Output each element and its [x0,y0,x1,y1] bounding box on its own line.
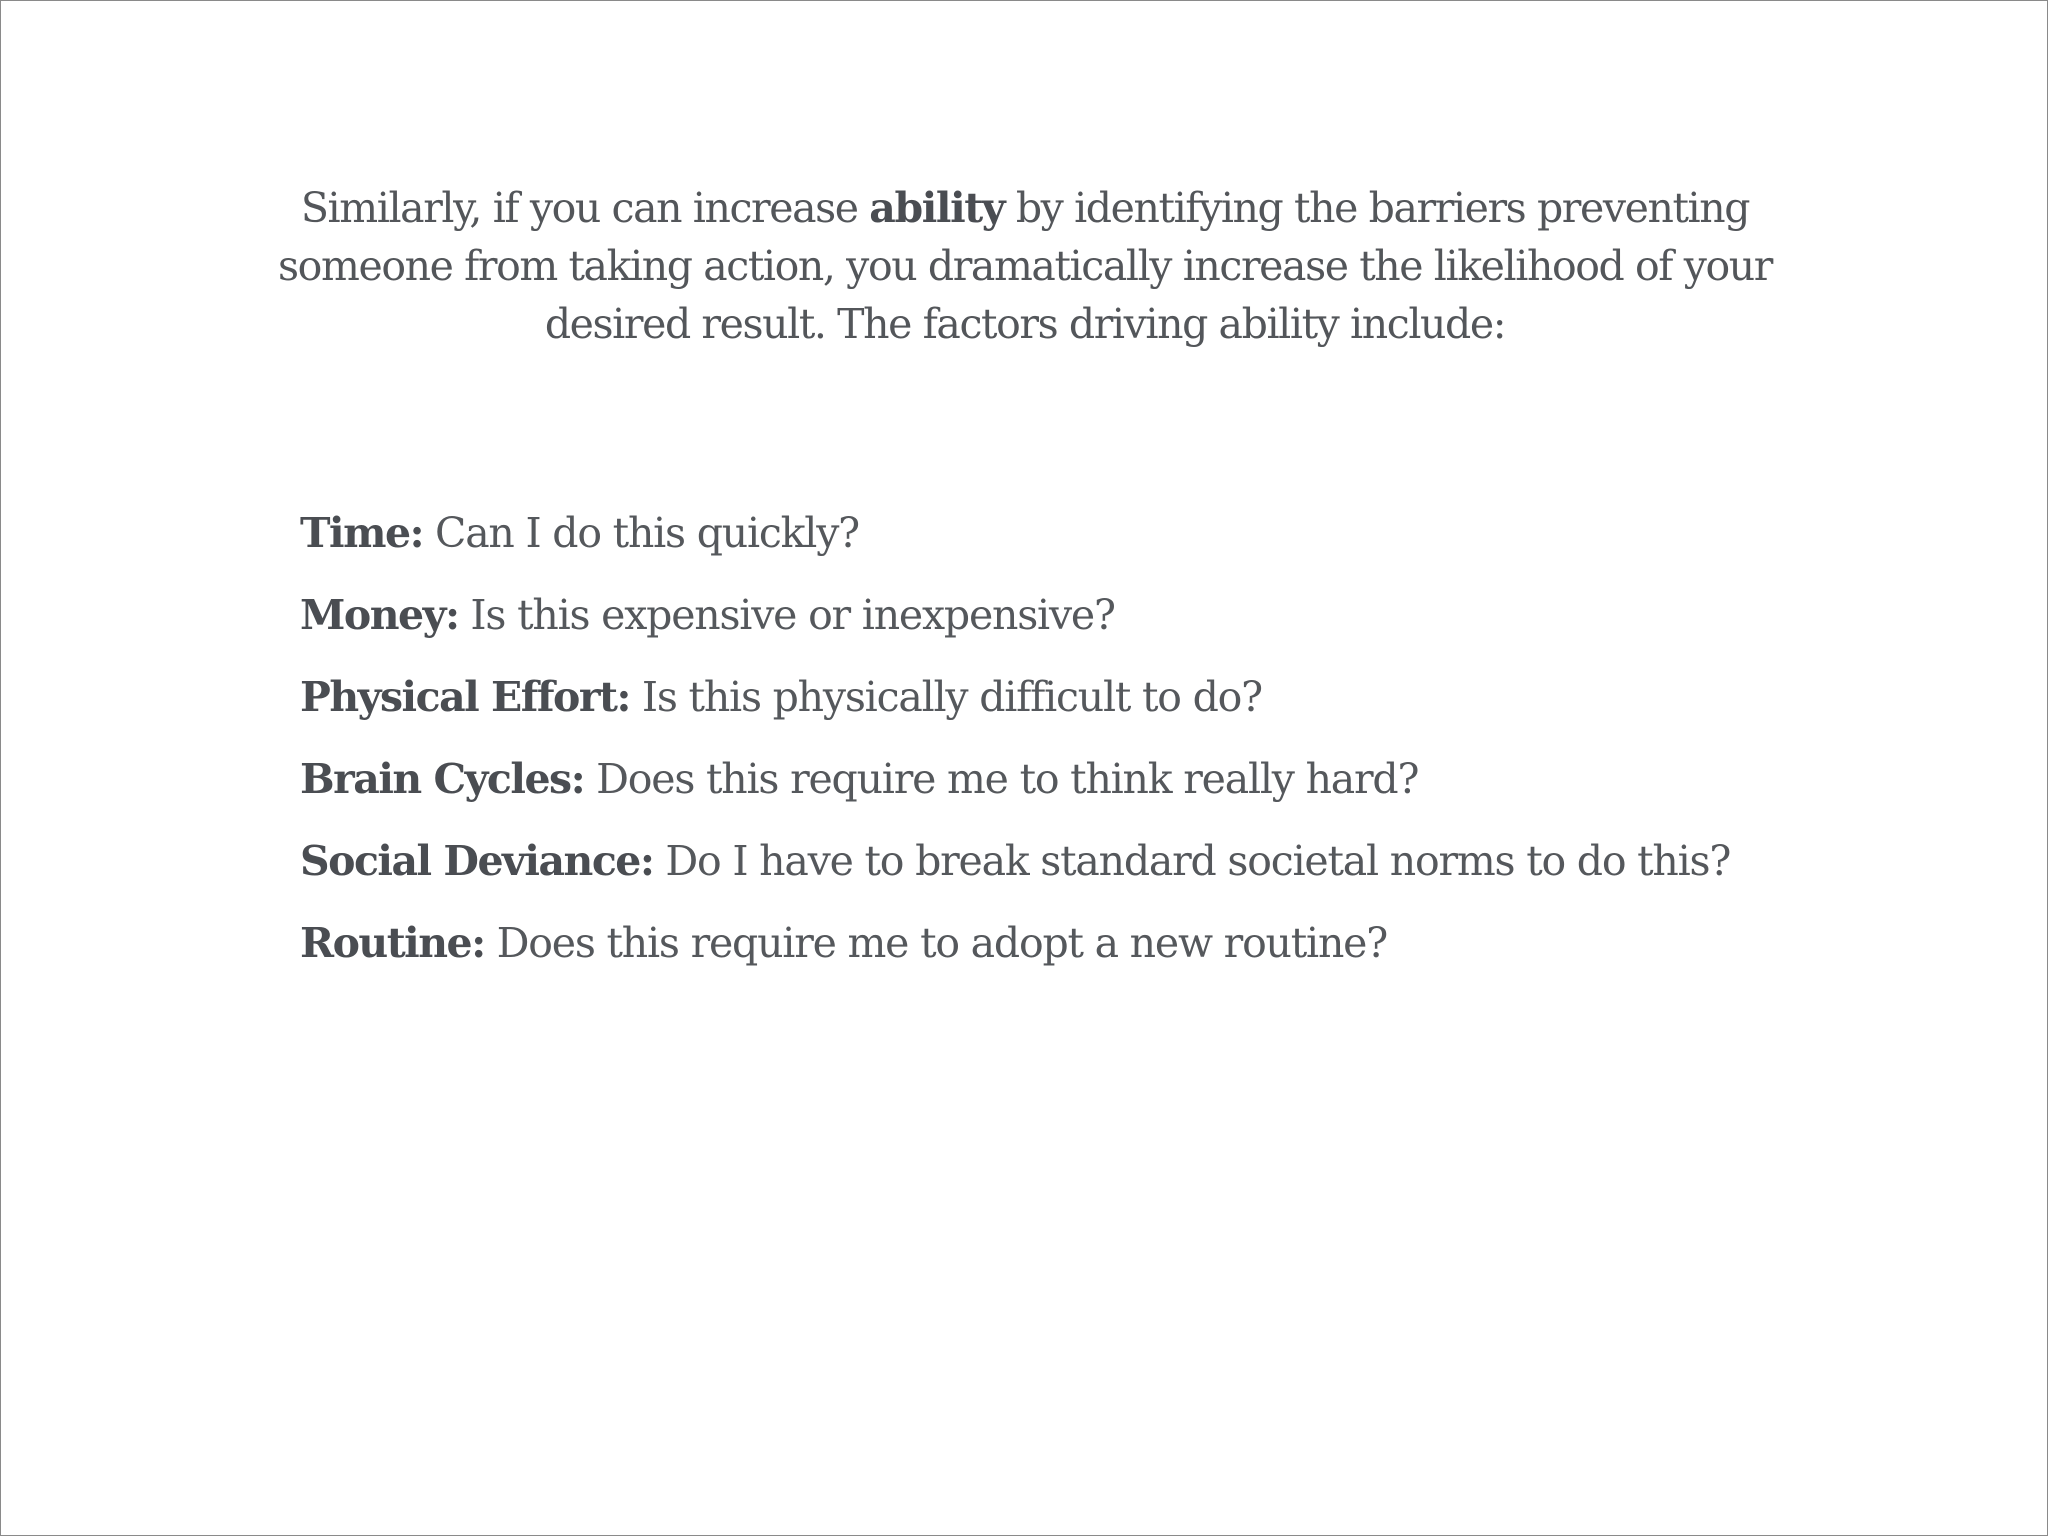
factor-brain-cycles [300,747,1860,829]
factor-name: Brain Cycles: [300,755,585,803]
factor-physical-effort [300,665,1860,747]
factor-question: Does this require me to adopt a new routine? [484,919,1387,967]
factor-question: Can I do this quickly? [423,509,859,557]
factor-name: Money: [300,591,459,639]
factor-question: Is this physically difficult to do? [630,673,1262,721]
factor-question: Does this require me to think really hard? [584,755,1419,803]
intro-text-after: by identifying the barriers preventing someone from taking action, you dramatically increase the likelihood of your desired result. The factors driving ability include: [278,184,1772,348]
factor-routine [300,911,1860,993]
factor-social-deviance [300,829,1860,911]
factor-question: Is this expensive or inexpensive? [458,591,1115,639]
factor-name: Physical Effort: [300,673,631,721]
factor-name: Routine: [300,919,485,967]
factor-time [300,501,1860,583]
ability-factors-list [300,501,1860,993]
intro-emphasis-ability: ability [869,184,1005,232]
factor-money [300,583,1860,665]
factor-name: Time: [300,509,424,557]
factor-name: Social Deviance: [300,837,654,885]
factor-question: Do I have to break standard societal norms to do this? [653,837,1731,885]
intro-text-before: Similarly, if you can increase [300,184,870,232]
intro-paragraph [251,179,1799,353]
